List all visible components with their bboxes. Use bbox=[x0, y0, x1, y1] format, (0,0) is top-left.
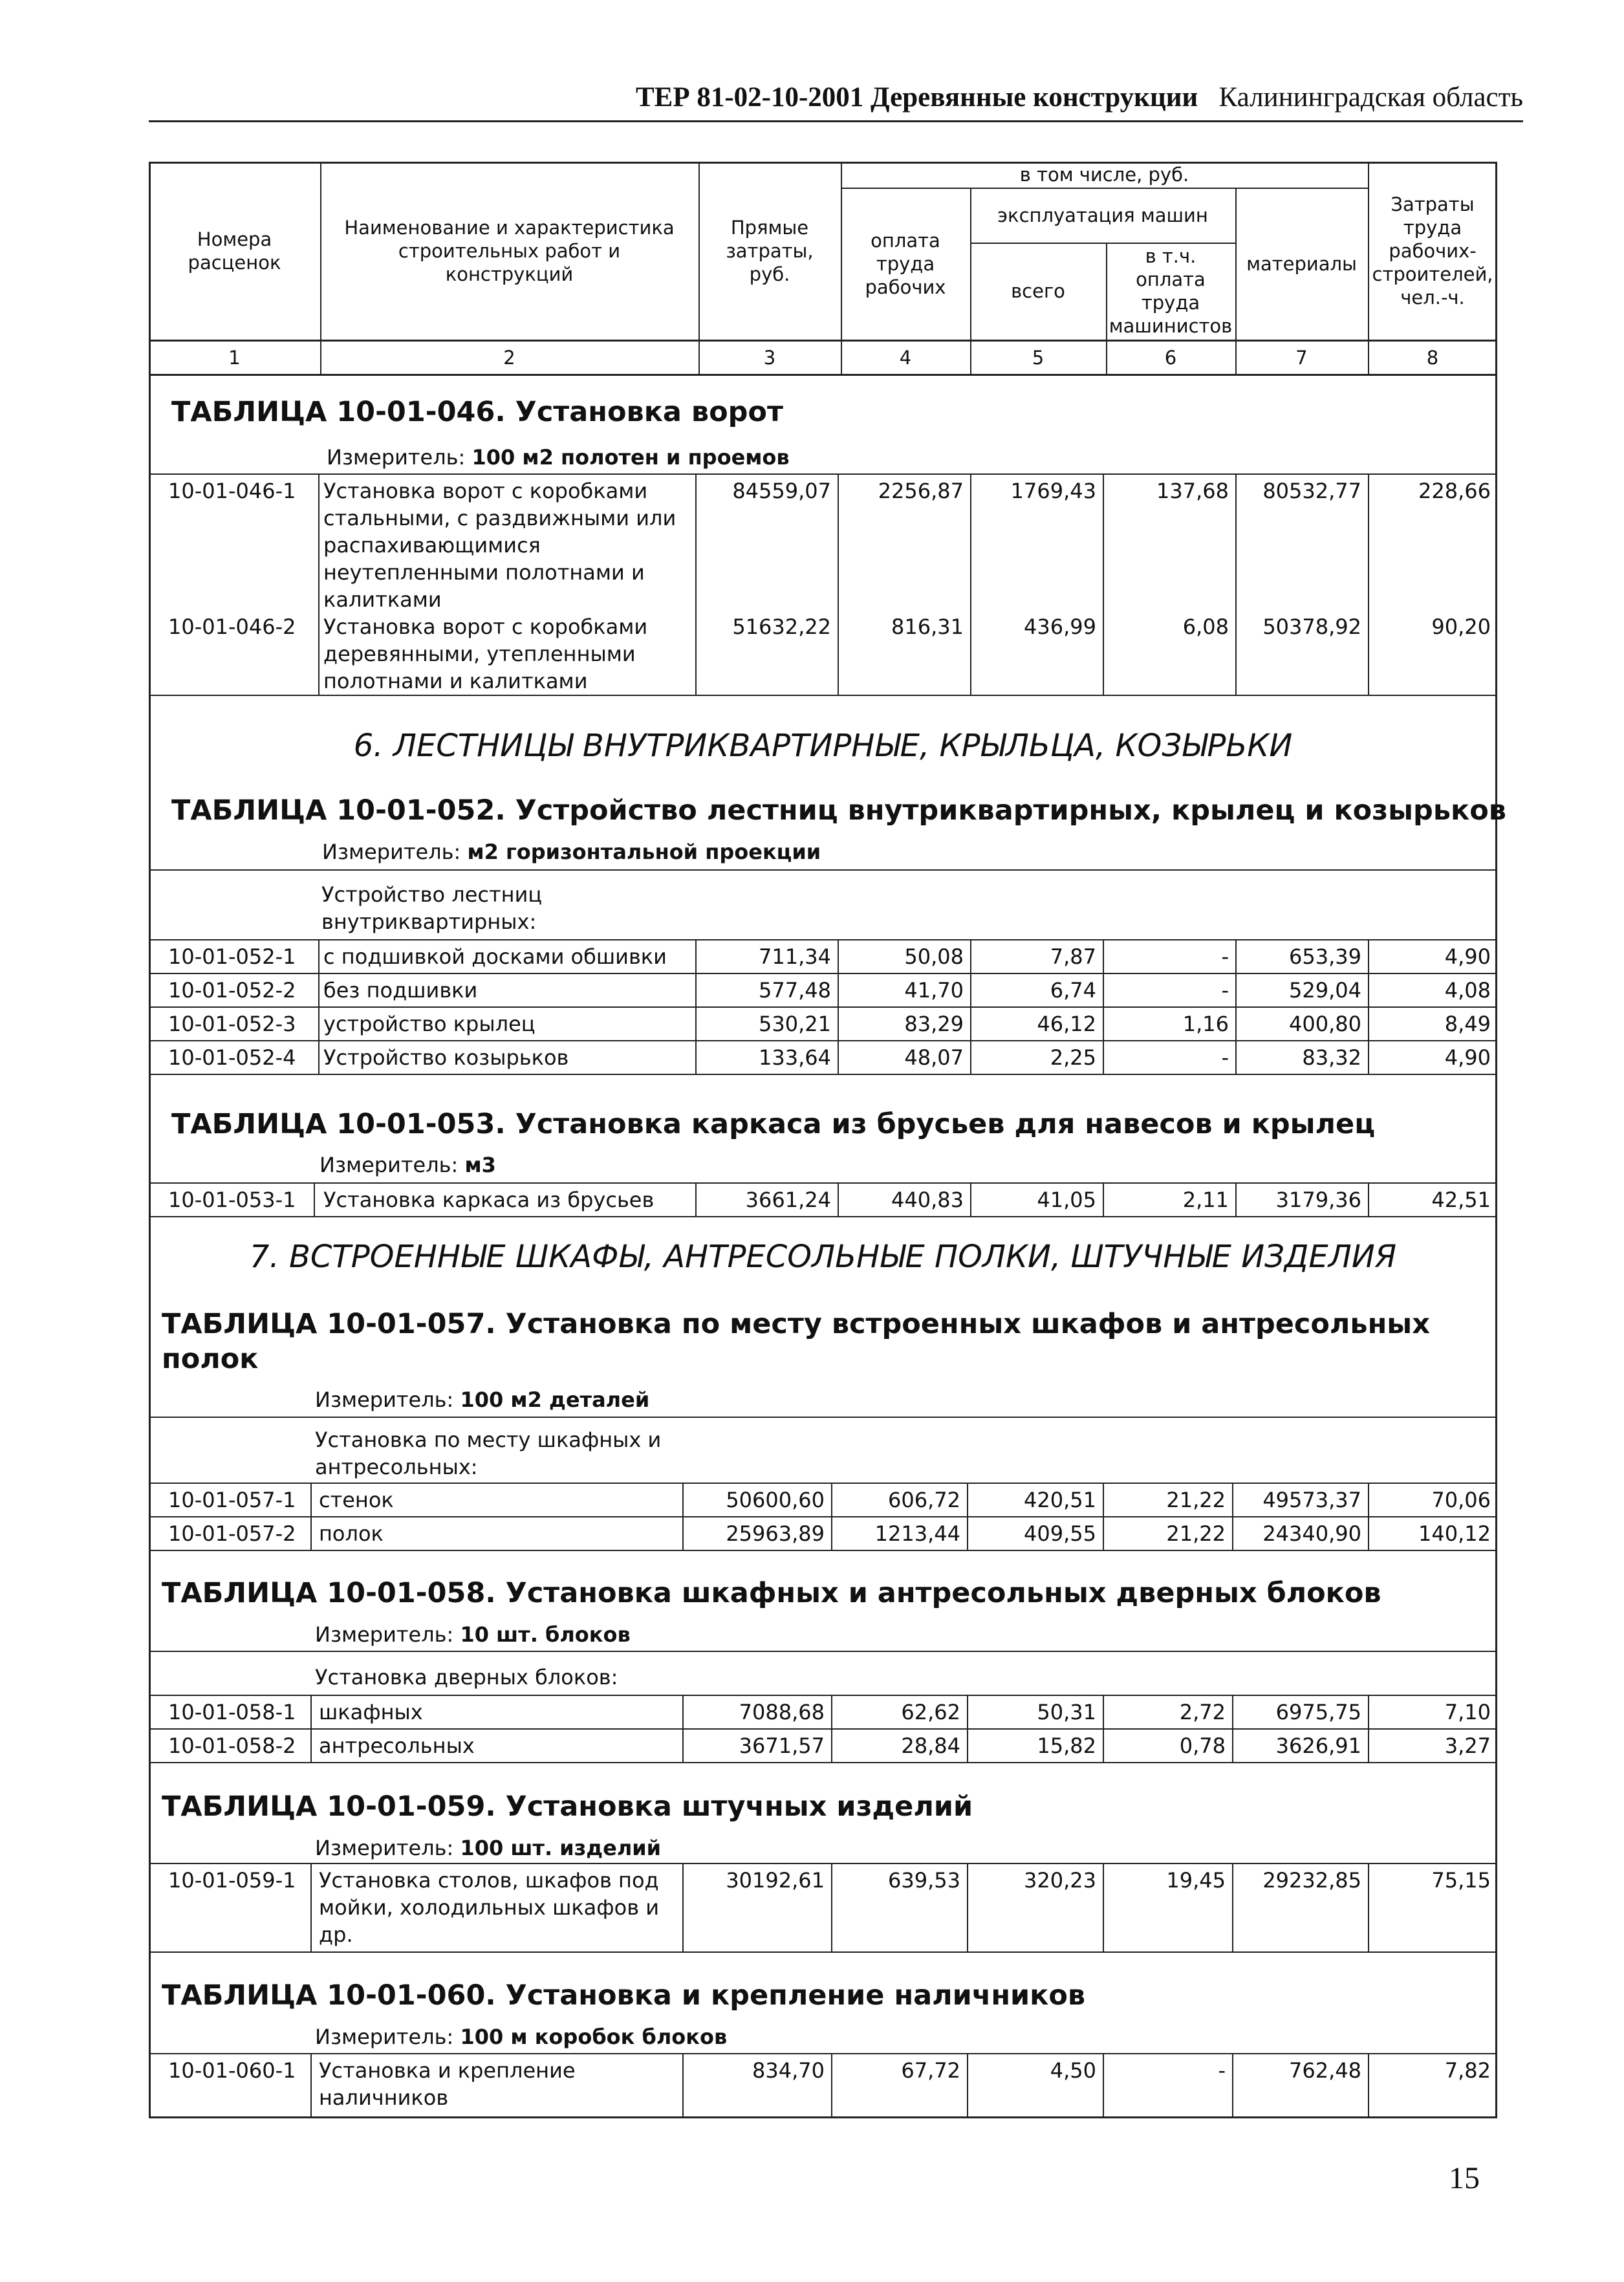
row-machines: 409,55 bbox=[1024, 1521, 1096, 1546]
row-materials: 529,04 bbox=[1289, 978, 1361, 1003]
section-heading-7: 7. ВСТРОЕННЫЕ ШКАФЫ, АНТРЕСОЛЬНЫЕ ПОЛКИ, ШТУЧНЫЕ ИЗДЕЛИЯ bbox=[249, 1239, 1397, 1275]
table-title-052: ТАБЛИЦА 10-01-052. Устройство лестниц внутриквартирных, крылец и козырьков bbox=[171, 794, 1506, 827]
subhead-058: Установка дверных блоков: bbox=[315, 1665, 618, 1690]
table-row bbox=[149, 940, 1497, 973]
row-name: Установка столов, шкафов под мойки, холодильных шкафов и др. bbox=[319, 1868, 660, 1947]
row-materials: 3179,36 bbox=[1275, 1188, 1361, 1212]
header-materials: материалы bbox=[1246, 252, 1357, 275]
row-code: 10-01-052-3 bbox=[168, 1012, 296, 1036]
row-direct: 133,64 bbox=[759, 1045, 831, 1070]
row-name: антресольных bbox=[319, 1733, 475, 1758]
row-code: 10-01-059-1 bbox=[168, 1868, 296, 1893]
row-direct: 530,21 bbox=[759, 1012, 831, 1036]
row-materials: 24340,90 bbox=[1262, 1521, 1361, 1546]
row-materials: 49573,37 bbox=[1262, 1488, 1361, 1512]
row-labor: 62,62 bbox=[901, 1700, 960, 1724]
row-materials: 83,32 bbox=[1302, 1045, 1361, 1070]
row-hours: 90,20 bbox=[1431, 614, 1491, 639]
measure-058: Измеритель: 10 шт. блоков bbox=[315, 1622, 631, 1647]
row-machinists: 21,22 bbox=[1166, 1521, 1226, 1546]
row-labor: 639,53 bbox=[888, 1868, 960, 1893]
row-name: Установка ворот с коробками стальными, с раздвижными или распахивающимися неутепленными полотнами и калитками bbox=[323, 479, 677, 612]
table-title-060: ТАБЛИЦА 10-01-060. Установка и крепление наличников bbox=[162, 1979, 1086, 2012]
table-row bbox=[149, 1864, 1497, 1951]
row-code: 10-01-052-2 bbox=[168, 978, 296, 1003]
row-hours: 42,51 bbox=[1431, 1188, 1491, 1212]
col-num-2: 2 bbox=[503, 347, 515, 369]
row-name: полок bbox=[319, 1521, 384, 1546]
row-hours: 3,27 bbox=[1444, 1733, 1491, 1758]
row-hours: 7,10 bbox=[1444, 1700, 1491, 1724]
row-direct: 834,70 bbox=[752, 2058, 825, 2083]
row-name: стенок bbox=[319, 1488, 394, 1512]
row-materials: 653,39 bbox=[1289, 944, 1361, 969]
col-num-6: 6 bbox=[1164, 347, 1177, 369]
row-machines: 7,87 bbox=[1050, 944, 1096, 969]
row-machines: 46,12 bbox=[1037, 1012, 1096, 1036]
row-code: 10-01-046-2 bbox=[168, 614, 296, 639]
header-including: в том числе, руб. bbox=[1019, 164, 1189, 186]
row-hours: 75,15 bbox=[1431, 1868, 1491, 1893]
column-header bbox=[149, 162, 1497, 375]
row-code: 10-01-058-1 bbox=[168, 1700, 296, 1724]
document-code: ТЕР 81-02-10-2001 Деревянные конструкции bbox=[635, 82, 1198, 113]
page-number: 15 bbox=[1449, 2161, 1480, 2195]
header-machines: эксплуатация машин bbox=[997, 204, 1208, 226]
row-machines: 50,31 bbox=[1037, 1700, 1096, 1724]
row-name: Установка каркаса из брусьев bbox=[323, 1188, 655, 1212]
col-num-5: 5 bbox=[1032, 347, 1045, 369]
row-code: 10-01-052-4 bbox=[168, 1045, 296, 1070]
row-materials: 762,48 bbox=[1289, 2058, 1361, 2083]
table-row bbox=[149, 1008, 1497, 1040]
row-code: 10-01-057-2 bbox=[168, 1521, 296, 1546]
row-machinists: 137,68 bbox=[1156, 479, 1229, 503]
row-name: Установка и крепление наличников bbox=[319, 2058, 576, 2110]
table-row bbox=[149, 974, 1497, 1006]
row-machinists: - bbox=[1221, 978, 1229, 1003]
row-code: 10-01-052-1 bbox=[168, 944, 296, 969]
row-direct: 50600,60 bbox=[726, 1488, 825, 1512]
table-row bbox=[149, 1517, 1497, 1550]
row-direct: 577,48 bbox=[759, 978, 831, 1003]
table-row bbox=[149, 611, 1497, 695]
table-title-058: ТАБЛИЦА 10-01-058. Установка шкафных и антресольных дверных блоков bbox=[162, 1577, 1381, 1609]
region: Калининградская область bbox=[1218, 82, 1523, 113]
row-materials: 6975,75 bbox=[1275, 1700, 1361, 1724]
row-labor: 28,84 bbox=[901, 1733, 960, 1758]
col-num-7: 7 bbox=[1295, 347, 1308, 369]
row-materials: 80532,77 bbox=[1262, 479, 1361, 503]
subhead-057: Установка по месту шкафных и антресольных: bbox=[315, 1428, 662, 1479]
row-machinists: 6,08 bbox=[1182, 614, 1229, 639]
row-code: 10-01-057-1 bbox=[168, 1488, 296, 1512]
row-labor: 816,31 bbox=[891, 614, 964, 639]
table-title-053: ТАБЛИЦА 10-01-053. Установка каркаса из брусьев для навесов и крылец bbox=[171, 1108, 1376, 1140]
row-machinists: 2,72 bbox=[1179, 1700, 1226, 1724]
row-code: 10-01-046-1 bbox=[168, 479, 296, 503]
row-machines: 15,82 bbox=[1037, 1733, 1096, 1758]
row-direct: 25963,89 bbox=[726, 1521, 825, 1546]
row-machines: 436,99 bbox=[1024, 614, 1096, 639]
table-title-057: ТАБЛИЦА 10-01-057. Установка по месту встроенных шкафов и антресольных полок bbox=[162, 1308, 1430, 1375]
header-labor-pay: оплата труда рабочих bbox=[865, 229, 946, 298]
row-hours: 70,06 bbox=[1431, 1488, 1491, 1512]
row-hours: 140,12 bbox=[1418, 1521, 1491, 1546]
row-machinists: - bbox=[1218, 2058, 1226, 2083]
row-name: Установка ворот с коробками деревянными, утепленными полотнами и калитками bbox=[323, 614, 648, 693]
row-machinists: 21,22 bbox=[1166, 1488, 1226, 1512]
row-direct: 84559,07 bbox=[732, 479, 831, 503]
row-name: Устройство козырьков bbox=[323, 1045, 569, 1070]
row-labor: 606,72 bbox=[888, 1488, 960, 1512]
section-heading-6: 6. ЛЕСТНИЦЫ ВНУТРИКВАРТИРНЫЕ, КРЫЛЬЦА, КОЗЫРЬКИ bbox=[353, 728, 1293, 764]
row-hours: 228,66 bbox=[1418, 479, 1491, 503]
row-machines: 2,25 bbox=[1050, 1045, 1096, 1070]
table-row bbox=[149, 2054, 1497, 2116]
header-code: Номера расценок bbox=[188, 228, 281, 274]
row-machines: 41,05 bbox=[1037, 1188, 1096, 1212]
table-row bbox=[149, 475, 1497, 611]
measure-060: Измеритель: 100 м коробок блоков bbox=[315, 2025, 728, 2049]
row-machinists: - bbox=[1221, 944, 1229, 969]
row-code: 10-01-060-1 bbox=[168, 2058, 296, 2083]
header-labor-hours: Затраты труда рабочих-строителей, чел.-ч. bbox=[1372, 193, 1493, 309]
row-labor: 50,08 bbox=[904, 944, 964, 969]
row-name: с подшивкой досками обшивки bbox=[323, 944, 667, 969]
measure-046: Измеритель: 100 м2 полотен и проемов bbox=[327, 445, 790, 470]
row-machinists: 19,45 bbox=[1166, 1868, 1226, 1893]
row-direct: 711,34 bbox=[759, 944, 831, 969]
row-direct: 30192,61 bbox=[726, 1868, 825, 1893]
row-direct: 7088,68 bbox=[739, 1700, 825, 1724]
row-hours: 8,49 bbox=[1444, 1012, 1491, 1036]
measure-052: Измеритель: м2 горизонтальной проекции bbox=[322, 840, 821, 864]
measure-059: Измеритель: 100 шт. изделий bbox=[315, 1836, 662, 1860]
row-direct: 3671,57 bbox=[739, 1733, 825, 1758]
table-row bbox=[149, 1184, 1497, 1216]
row-materials: 50378,92 bbox=[1262, 614, 1361, 639]
row-direct: 51632,22 bbox=[732, 614, 831, 639]
measure-057: Измеритель: 100 м2 деталей bbox=[315, 1387, 650, 1412]
row-direct: 3661,24 bbox=[745, 1188, 831, 1212]
row-labor: 1213,44 bbox=[874, 1521, 960, 1546]
row-machinists: 2,11 bbox=[1182, 1188, 1229, 1212]
header-name: Наименование и характеристика строительных работ и конструкций bbox=[344, 216, 675, 285]
row-hours: 7,82 bbox=[1444, 2058, 1491, 2083]
row-labor: 2256,87 bbox=[878, 479, 964, 503]
header-direct: Прямые затраты, руб. bbox=[726, 216, 814, 285]
header-machines-total: всего bbox=[1011, 280, 1065, 302]
col-num-8: 8 bbox=[1426, 347, 1439, 369]
row-name: устройство крылец bbox=[323, 1012, 536, 1036]
subhead-052: Устройство лестниц внутриквартирных: bbox=[321, 882, 543, 934]
row-hours: 4,08 bbox=[1444, 978, 1491, 1003]
row-hours: 4,90 bbox=[1444, 944, 1491, 969]
row-name: шкафных bbox=[319, 1700, 423, 1724]
row-hours: 4,90 bbox=[1444, 1045, 1491, 1070]
row-machines: 320,23 bbox=[1024, 1868, 1096, 1893]
col-num-4: 4 bbox=[899, 347, 912, 369]
row-machinists: 0,78 bbox=[1179, 1733, 1226, 1758]
row-name: без подшивки bbox=[323, 978, 478, 1003]
table-row bbox=[149, 1041, 1497, 1074]
row-labor: 83,29 bbox=[904, 1012, 964, 1036]
row-machines: 1769,43 bbox=[1010, 479, 1096, 503]
row-labor: 440,83 bbox=[891, 1188, 964, 1212]
col-num-3: 3 bbox=[763, 347, 776, 369]
table-row bbox=[149, 1730, 1497, 1762]
page-header-text bbox=[636, 82, 1523, 113]
row-labor: 48,07 bbox=[904, 1045, 964, 1070]
table-title-059: ТАБЛИЦА 10-01-059. Установка штучных изделий bbox=[162, 1790, 973, 1823]
row-machines: 4,50 bbox=[1050, 2058, 1096, 2083]
row-machines: 6,74 bbox=[1050, 978, 1096, 1003]
row-labor: 67,72 bbox=[901, 2058, 960, 2083]
page-header bbox=[149, 76, 1523, 122]
table-row bbox=[149, 1696, 1497, 1728]
row-materials: 29232,85 bbox=[1262, 1868, 1361, 1893]
row-labor: 41,70 bbox=[904, 978, 964, 1003]
row-machines: 420,51 bbox=[1024, 1488, 1096, 1512]
col-num-1: 1 bbox=[228, 347, 241, 369]
row-machinists: - bbox=[1221, 1045, 1229, 1070]
measure-053: Измеритель: м3 bbox=[319, 1153, 496, 1177]
row-machinists: 1,16 bbox=[1182, 1012, 1229, 1036]
row-code: 10-01-058-2 bbox=[168, 1733, 296, 1758]
row-materials: 3626,91 bbox=[1275, 1733, 1361, 1758]
row-code: 10-01-053-1 bbox=[168, 1188, 296, 1212]
table-row bbox=[149, 1484, 1497, 1516]
header-machinists-pay: в т.ч. оплата труда машинистов bbox=[1109, 245, 1233, 337]
row-materials: 400,80 bbox=[1289, 1012, 1361, 1036]
table-title-046: ТАБЛИЦА 10-01-046. Установка ворот bbox=[171, 396, 783, 428]
